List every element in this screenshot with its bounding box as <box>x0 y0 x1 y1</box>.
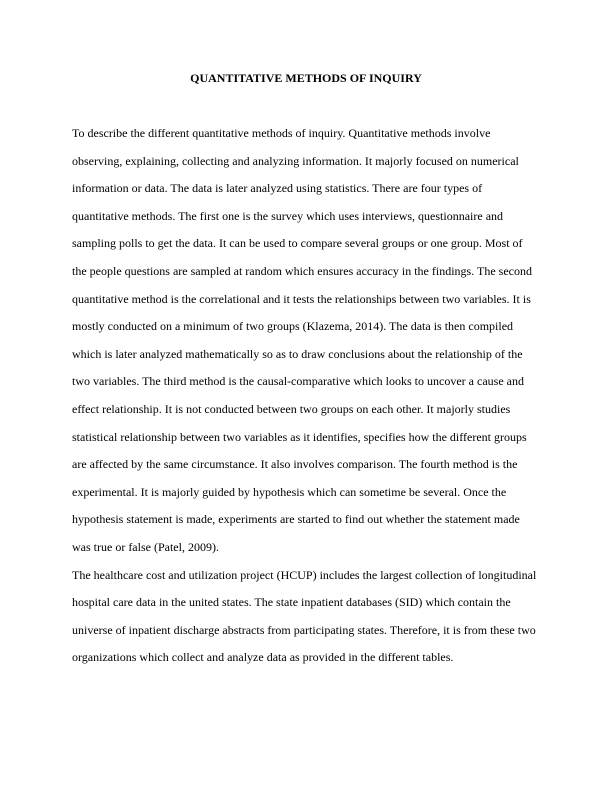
page-title: QUANTITATIVE METHODS OF INQUIRY <box>190 71 422 85</box>
document-body <box>72 120 540 672</box>
paragraph-quantitative-methods: To describe the different quantitative methods of inquiry. Quantitative methods involve observing, explaining, collecting and analyzing information. It majorly focused on numerical information or data. The data is later analyzed using statistics. There are four types of quantitative methods. The first one is the survey which uses interviews, questionnaire and sampling polls to get the data. It can be used to compare several groups or one group. Most of the people questions are sampled at random which ensures accuracy in the findings. The second quantitative method is the correlational and it tests the relationships between two variables. It is mostly conducted on a minimum of two groups (Klazema, 2014). The data is then compiled which is later analyzed mathematically so as to draw conclusions about the relationship of the two variables. The third method is the causal-comparative which looks to uncover a cause and effect relationship. It is not conducted between two groups on each other. It majorly studies statistical relationship between two variables as it identifies, specifies how the different groups are affected by the same circumstance. It also involves comparison. The fourth method is the experimental. It is majorly guided by hypothesis which can sometime be several. Once the hypothesis statement is made, experiments are started to find out whether the statement made was true or false (Patel, 2009). <box>72 126 532 554</box>
paragraph-hcup-sid: The healthcare cost and utilization project (HCUP) includes the largest collection of longitudinal hospital care data in the united states. The state inpatient databases (SID) which contain the universe of inpatient discharge abstracts from participating states. Therefore, it is from these two organizations which collect and analyze data as provided in the different tables. <box>72 567 537 665</box>
